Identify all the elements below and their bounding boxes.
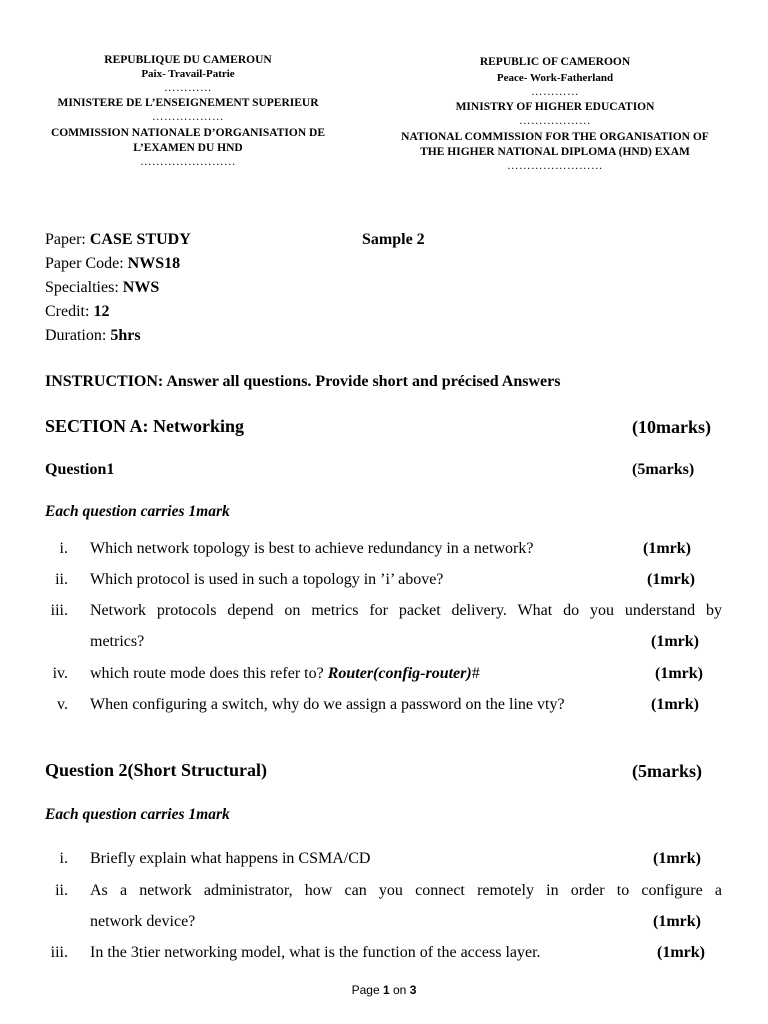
q2-item-1	[28, 850, 728, 868]
q2-item-2-text-2: network device?	[90, 913, 196, 930]
q1-item-5-num: v.	[57, 696, 68, 713]
page-on-word: on	[389, 983, 410, 997]
page-total: 3	[409, 983, 417, 997]
header-right-commission: NATIONAL COMMISSION FOR THE ORGANISATION OF	[401, 131, 709, 143]
question1-note: Each question carries 1mark	[45, 503, 230, 520]
header-right-separator: ……………………	[507, 160, 603, 172]
header-left-separator: ………………	[152, 111, 224, 123]
q1-item-4-num: iv.	[52, 665, 68, 682]
header-right-country: REPUBLIC OF CAMEROON	[479, 56, 631, 68]
question2-note: Each question carries 1mark	[45, 806, 230, 823]
q1-item-3	[28, 602, 728, 620]
credit-value: 12	[93, 303, 110, 320]
credit-label: Credit:	[45, 303, 94, 320]
header-right	[380, 55, 730, 172]
q2-item-1-num: i.	[59, 850, 68, 867]
header-left-separator: ……………………	[140, 156, 236, 168]
q1-item-4-code: Router(config-router)	[327, 665, 472, 682]
q1-item-2-text: Which protocol is used in such a topology in ’i’ above?	[90, 571, 444, 588]
question2-title: Question 2(Short Structural)	[45, 760, 267, 780]
sample-label: Sample 2	[362, 231, 425, 248]
question1-title: Question1	[45, 461, 115, 478]
paper-code-label: Paper Code:	[45, 255, 128, 272]
q2-item-3	[28, 944, 728, 962]
q1-item-5	[28, 696, 728, 714]
q1-item-4-mark: (1mrk)	[655, 665, 703, 682]
section-a-marks: (10marks)	[632, 417, 711, 437]
paper-code-value: NWS18	[127, 255, 181, 272]
duration-value: 5hrs	[110, 327, 141, 344]
q1-item-2-mark: (1mrk)	[647, 571, 695, 588]
credit-line	[45, 300, 445, 324]
header-right-motto: Peace- Work-Fatherland	[496, 72, 614, 84]
q2-item-2-text: As a network administrator, how can you connect remotely in order to configure a	[90, 882, 722, 899]
header-left	[30, 53, 346, 168]
specialties-label: Specialties:	[45, 279, 123, 296]
q1-item-1-num: i.	[59, 540, 68, 557]
header-right-ministry: MINISTRY OF HIGHER EDUCATION	[455, 101, 655, 113]
paper-value: CASE STUDY	[89, 231, 191, 248]
q1-item-1-mark: (1mrk)	[643, 540, 691, 557]
q2-item-2-num: ii.	[55, 882, 68, 899]
q1-item-3-text-2: metrics?	[90, 633, 145, 650]
header-right-separator: ………………	[519, 115, 591, 127]
paper-code-line	[45, 252, 445, 276]
paper-label: Paper:	[45, 231, 90, 248]
q1-item-3-mark: (1mrk)	[651, 633, 699, 650]
q1-item-3-num: iii.	[50, 602, 68, 619]
q2-item-3-mark: (1mrk)	[657, 944, 705, 961]
q1-item-1	[28, 540, 728, 558]
page-footer	[0, 983, 768, 997]
specialties-value: NWS	[122, 279, 160, 296]
header-left-motto: Paix- Travail-Patrie	[141, 68, 235, 80]
duration-line	[45, 324, 445, 348]
header-left-ministry: MINISTERE DE L’ENSEIGNEMENT SUPERIEUR	[57, 97, 319, 109]
q1-item-4	[28, 665, 728, 683]
duration-label: Duration:	[45, 327, 111, 344]
q1-item-2	[28, 571, 728, 589]
header-left-commission: COMMISSION NATIONALE D’ORGANISATION DE	[50, 127, 325, 139]
q1-item-5-mark: (1mrk)	[651, 696, 699, 713]
q1-item-2-num: ii.	[55, 571, 68, 588]
q2-item-1-text: Briefly explain what happens in CSMA/CD	[90, 850, 371, 867]
page-number: 1	[382, 983, 390, 997]
header-left-commission-2: L’EXAMEN DU HND	[133, 142, 243, 154]
q2-item-2-mark: (1mrk)	[653, 913, 701, 930]
specialties-line	[45, 276, 445, 300]
q2-item-1-mark: (1mrk)	[653, 850, 701, 867]
page-word: Page	[351, 983, 383, 997]
header-left-country: REPUBLIQUE DU CAMEROUN	[104, 54, 272, 66]
q1-item-4-text-wrap	[90, 665, 480, 683]
q1-item-1-text: Which network topology is best to achieve redundancy in a network?	[90, 540, 534, 557]
q1-item-5-text: When configuring a switch, why do we assign a password on the line vty?	[90, 696, 565, 713]
section-a-title: SECTION A: Networking	[45, 416, 245, 436]
q1-item-3-text: Network protocols depend on metrics for packet delivery. What do you understand by	[90, 602, 722, 619]
q2-item-2	[28, 882, 728, 900]
header-right-commission-2: THE HIGHER NATIONAL DIPLOMA (HND) EXAM	[420, 146, 690, 158]
header-right-separator: …………	[531, 86, 579, 98]
header-left-separator: …………	[164, 82, 212, 94]
q1-item-4-suffix: #	[471, 665, 480, 682]
q2-item-3-num: iii.	[50, 944, 68, 961]
q1-item-4-text: which route mode does this refer to?	[90, 665, 328, 682]
instruction: INSTRUCTION: Answer all questions. Provide short and précised Answers	[45, 373, 561, 390]
question2-marks: (5marks)	[632, 761, 702, 781]
question1-marks: (5marks)	[632, 461, 695, 478]
q2-item-3-text: In the 3tier networking model, what is the function of the access layer.	[90, 944, 541, 961]
